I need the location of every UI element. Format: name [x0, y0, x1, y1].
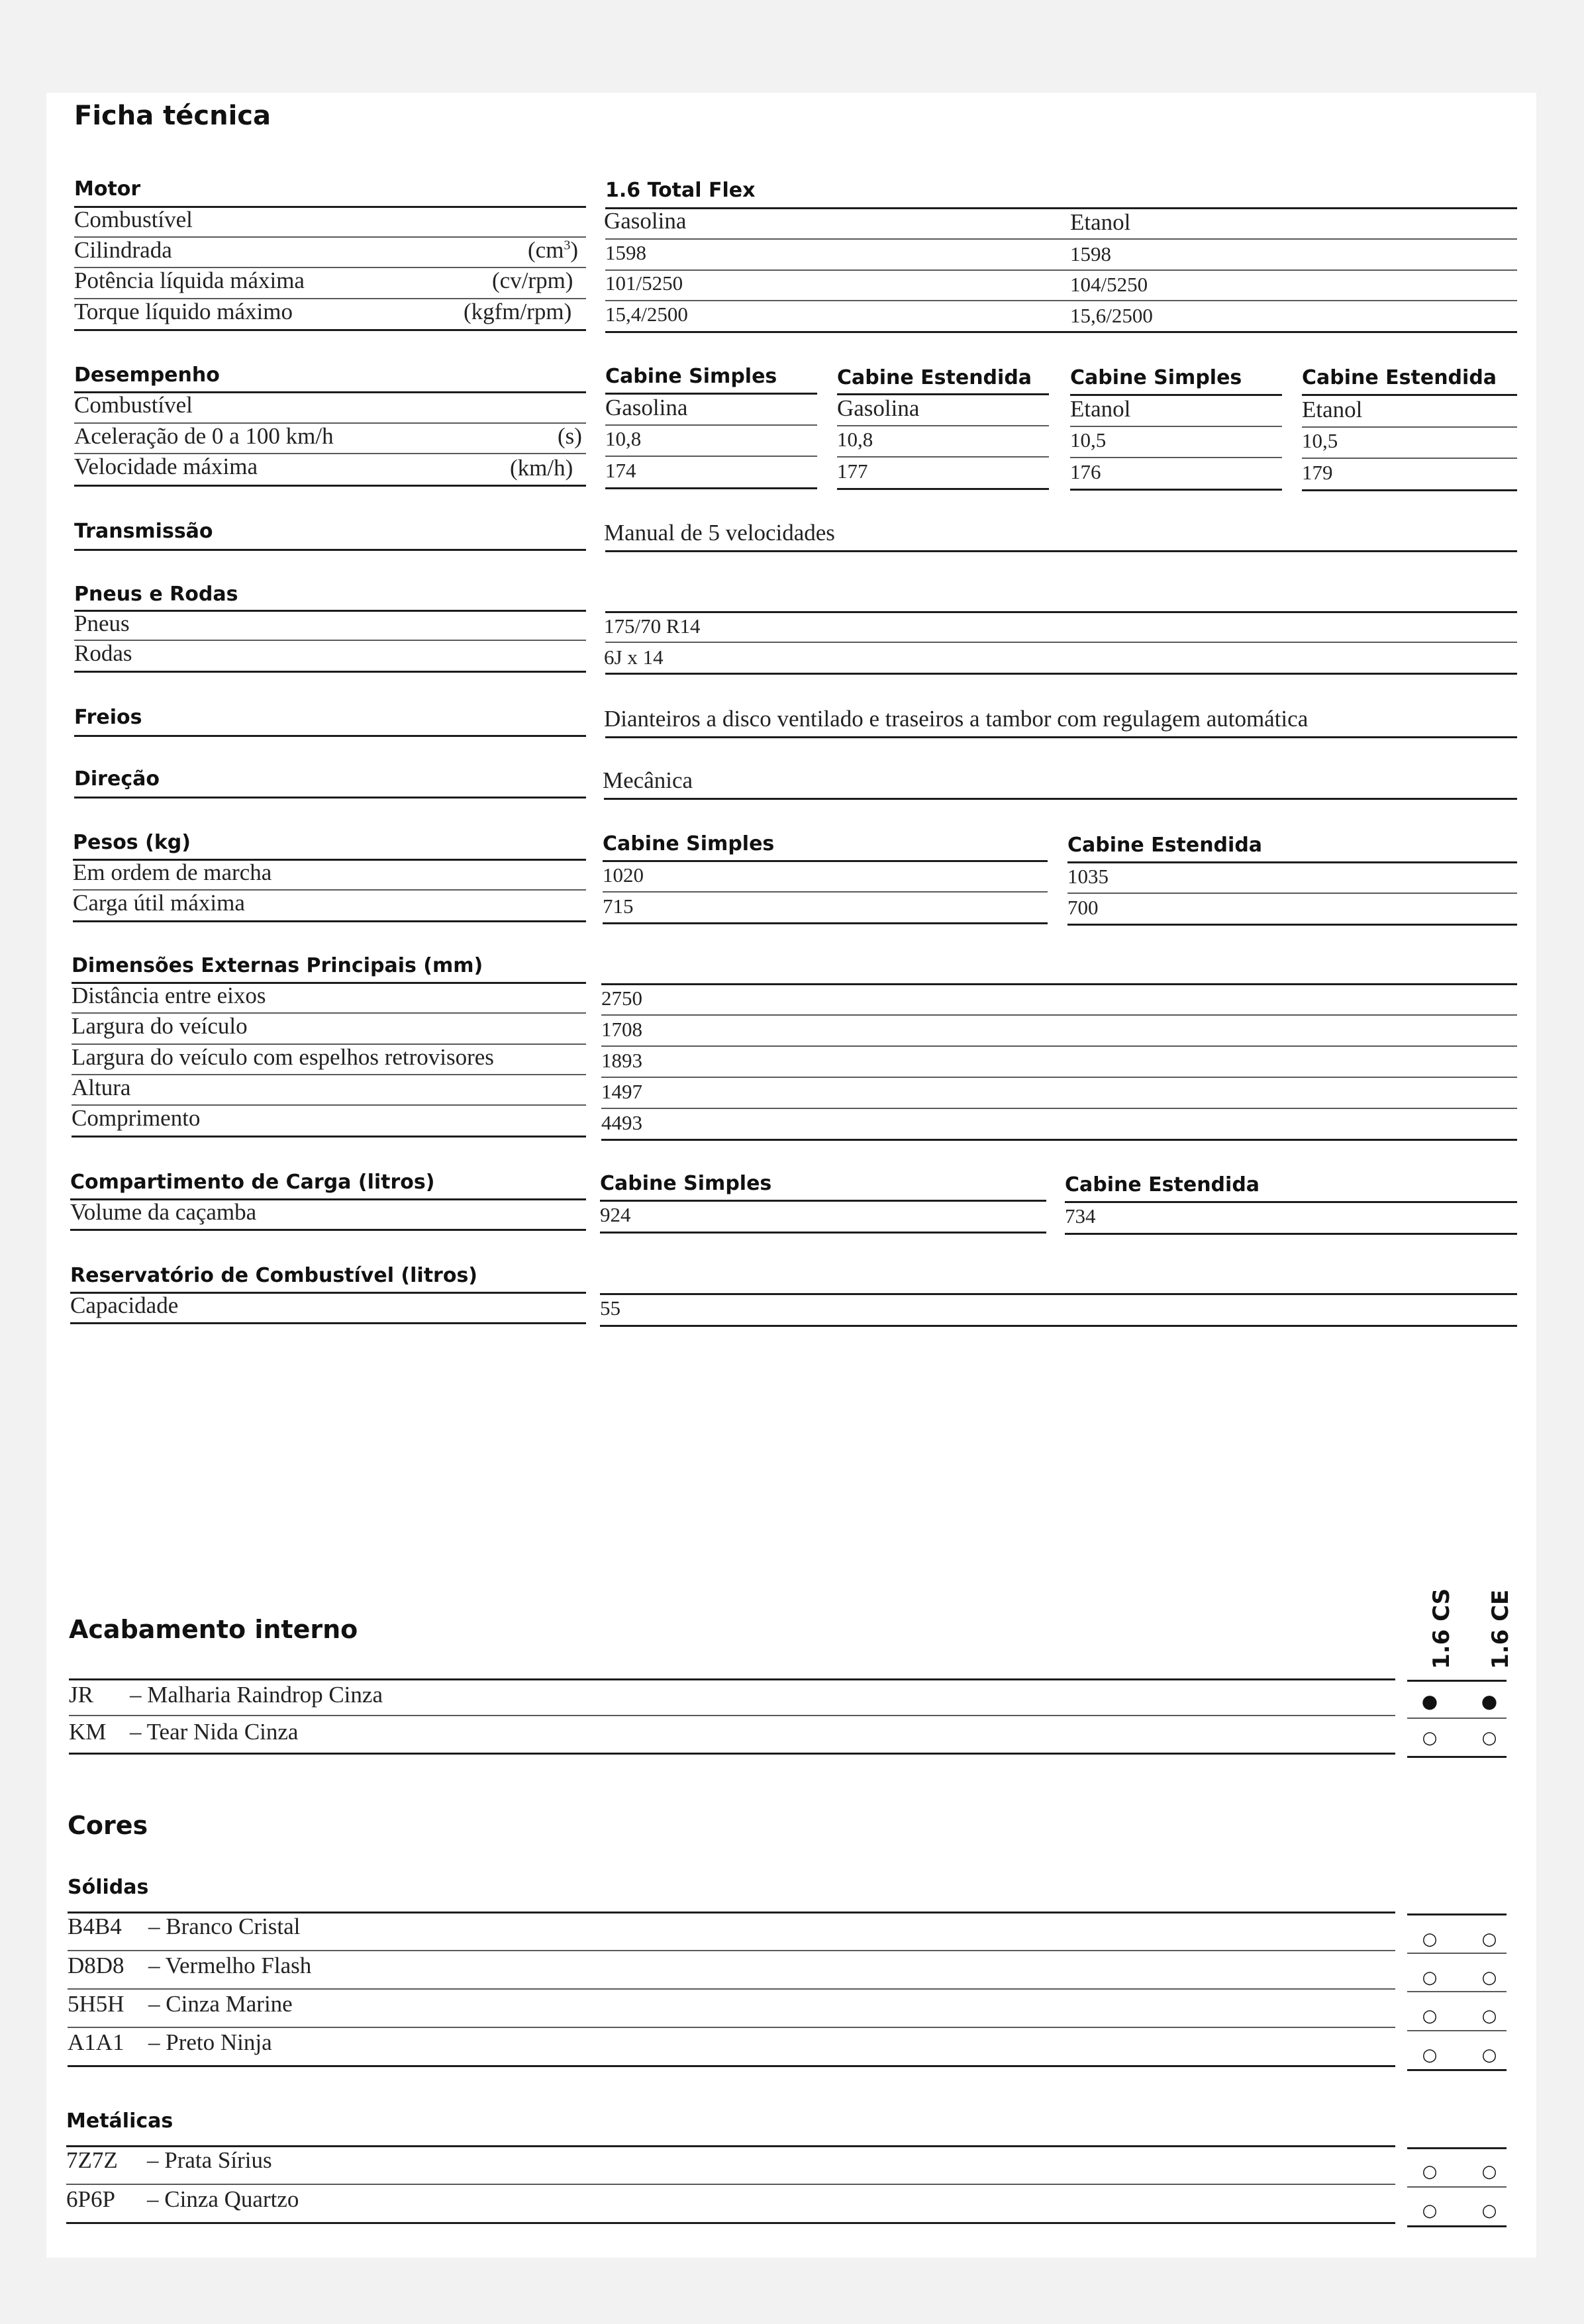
solidas-code-3: A1A1 — [68, 2029, 124, 2055]
metalicas-cs-1: ○ — [1422, 2201, 1438, 2221]
metalicas-ce-1: ○ — [1481, 2201, 1497, 2221]
acabamento-code-0: JR — [69, 1682, 93, 1708]
desempenho-label-aceleracao: Aceleração de 0 a 100 km/h — [74, 423, 334, 449]
motor-label-cilindrada: Cilindrada — [74, 237, 172, 263]
solidas-heading: Sólidas — [68, 1876, 149, 1899]
motor-eth-cilindrada: 1598 — [1070, 242, 1111, 266]
metalicas-cs-0: ○ — [1422, 2162, 1438, 2182]
compartimento-col-2: Cabine Estendida — [1065, 1173, 1260, 1196]
desempenho-col-1: Cabine Simples — [605, 365, 777, 388]
pneus-heading: Pneus e Rodas — [74, 583, 238, 606]
motor-unit-cilindrada: $(cm^3)$ — [528, 237, 579, 263]
pneus-value-pneus: 175/70 R14 — [604, 614, 701, 638]
dimensoes-label-1: Largura do veículo — [72, 1013, 248, 1039]
pesos-col-1: Cabine Simples — [603, 832, 775, 855]
pneus-label-pneus: Pneus — [74, 610, 130, 636]
version-col-cs: 1.6 CS — [1428, 1588, 1455, 1669]
reservatorio-value: 55 — [600, 1296, 620, 1320]
dimensoes-label-0: Distância entre eixos — [72, 983, 266, 1008]
metalicas-ce-0: ○ — [1481, 2162, 1497, 2182]
desempenho-v-1-3: 10,5 — [1302, 429, 1338, 452]
solidas-code-2: 5H5H — [68, 1991, 124, 2017]
transmissao-value: Manual de 5 velocidades — [604, 520, 835, 546]
motor-eth-torque: 15,6/2500 — [1070, 304, 1153, 327]
solidas-cs-0: ○ — [1422, 1929, 1438, 1949]
desempenho-v-1-1: 10,8 — [837, 428, 873, 451]
compartimento-label: Volume da caçamba — [70, 1199, 257, 1225]
desempenho-v-0-3: Etanol — [1302, 397, 1363, 422]
pneus-value-rodas: 6J x 14 — [604, 646, 664, 669]
desempenho-v-0-2: Etanol — [1070, 396, 1131, 422]
solidas-ce-0: ○ — [1481, 1929, 1497, 1949]
dimensoes-value-2: 1893 — [601, 1049, 642, 1072]
dimensoes-heading: Dimensões Externas Principais (mm) — [72, 954, 483, 977]
pesos-col-2: Cabine Estendida — [1067, 834, 1263, 857]
solidas-name-0: – Branco Cristal — [148, 1913, 301, 1939]
motor-eth-combustivel: Etanol — [1070, 209, 1131, 235]
desempenho-col-3: Cabine Simples — [1070, 366, 1242, 389]
motor-label-combustivel: Combustível — [74, 207, 193, 232]
acabamento-ce-0: ● — [1481, 1690, 1498, 1712]
metalicas-name-1: – Cinza Quartzo — [147, 2186, 299, 2212]
dimensoes-label-2: Largura do veículo com espelhos retrovisores — [72, 1044, 494, 1070]
page-title: Ficha técnica — [74, 101, 271, 131]
pesos-ce-marcha: 1035 — [1067, 865, 1109, 888]
transmissao-heading: Transmissão — [74, 520, 213, 543]
metalicas-name-0: – Prata Sírius — [147, 2147, 272, 2173]
dimensoes-value-3: 1497 — [601, 1080, 642, 1103]
motor-unit-torque: (kgfm/rpm) — [464, 299, 572, 324]
solidas-cs-3: ○ — [1422, 2045, 1438, 2065]
desempenho-col-2: Cabine Estendida — [837, 366, 1032, 389]
dimensoes-label-3: Altura — [72, 1075, 131, 1100]
dimensoes-label-4: Comprimento — [72, 1105, 201, 1131]
dimensoes-value-1: 1708 — [601, 1018, 642, 1041]
motor-heading: Motor — [74, 177, 141, 201]
desempenho-label-combustivel: Combustível — [74, 392, 193, 418]
motor-gas-combustivel: Gasolina — [604, 208, 687, 234]
motor-gas-cilindrada: 1598 — [605, 241, 646, 264]
solidas-cs-1: ○ — [1422, 1968, 1438, 1988]
reservatorio-heading: Reservatório de Combustível (litros) — [70, 1264, 478, 1287]
acabamento-name-0: – Malharia Raindrop Cinza — [130, 1682, 383, 1708]
desempenho-heading: Desempenho — [74, 363, 220, 387]
compartimento-col-1: Cabine Simples — [600, 1172, 772, 1195]
version-col-ce: 1.6 CE — [1487, 1589, 1514, 1669]
acabamento-code-1: KM — [69, 1719, 107, 1745]
desempenho-v-0-1: Gasolina — [837, 395, 920, 421]
cores-heading: Cores — [68, 1811, 148, 1840]
solidas-name-1: – Vermelho Flash — [148, 1953, 312, 1978]
acabamento-heading: Acabamento interno — [69, 1615, 358, 1644]
motor-gas-torque: 15,4/2500 — [605, 303, 688, 326]
solidas-cs-2: ○ — [1422, 2006, 1438, 2026]
motor-gas-potencia: 101/5250 — [605, 271, 683, 295]
pesos-ce-carga: 700 — [1067, 896, 1099, 919]
freios-value: Dianteiros a disco ventilado e traseiros a tambor com regulagem automática — [604, 706, 1309, 732]
direcao-value: Mecânica — [603, 767, 693, 793]
solidas-name-3: – Preto Ninja — [148, 2029, 272, 2055]
solidas-ce-2: ○ — [1481, 2006, 1497, 2026]
solidas-code-1: D8D8 — [68, 1953, 124, 1978]
motor-engine-heading: 1.6 Total Flex — [605, 179, 756, 202]
desempenho-col-4: Cabine Estendida — [1302, 366, 1497, 389]
acabamento-cs-0: ● — [1421, 1690, 1438, 1712]
desempenho-v-0-0: Gasolina — [605, 395, 688, 420]
desempenho-v-2-1: 177 — [837, 460, 868, 483]
desempenho-v-2-0: 174 — [605, 459, 636, 482]
solidas-name-2: – Cinza Marine — [148, 1991, 293, 2017]
motor-label-torque: Torque líquido máximo — [74, 299, 293, 324]
direcao-heading: Direção — [74, 767, 160, 791]
pesos-heading: Pesos (kg) — [73, 831, 191, 854]
desempenho-unit-velocidade: (km/h) — [510, 455, 573, 481]
compartimento-heading: Compartimento de Carga (litros) — [70, 1171, 435, 1194]
acabamento-ce-1: ○ — [1481, 1728, 1497, 1748]
pesos-cs-marcha: 1020 — [603, 863, 644, 887]
pesos-label-marcha: Em ordem de marcha — [73, 859, 272, 885]
metalicas-heading: Metálicas — [66, 2109, 173, 2133]
motor-unit-potencia: (cv/rpm) — [492, 267, 573, 293]
desempenho-v-2-3: 179 — [1302, 461, 1333, 484]
compartimento-ce: 734 — [1065, 1204, 1096, 1228]
acabamento-name-1: – Tear Nida Cinza — [130, 1719, 299, 1745]
freios-heading: Freios — [74, 706, 142, 729]
dimensoes-value-4: 4493 — [601, 1111, 642, 1134]
desempenho-label-velocidade: Velocidade máxima — [74, 454, 258, 479]
desempenho-v-1-2: 10,5 — [1070, 428, 1107, 452]
acabamento-cs-1: ○ — [1422, 1728, 1438, 1748]
solidas-code-0: B4B4 — [68, 1913, 122, 1939]
motor-eth-potencia: 104/5250 — [1070, 273, 1148, 296]
desempenho-v-2-2: 176 — [1070, 460, 1101, 483]
metalicas-code-0: 7Z7Z — [66, 2147, 118, 2173]
motor-label-potencia: Potência líquida máxima — [74, 267, 305, 293]
metalicas-code-1: 6P6P — [66, 2186, 115, 2212]
pneus-label-rodas: Rodas — [74, 640, 132, 666]
solidas-ce-3: ○ — [1481, 2045, 1497, 2065]
desempenho-unit-aceleracao: (s) — [558, 423, 582, 449]
compartimento-cs: 924 — [600, 1203, 631, 1226]
reservatorio-label: Capacidade — [70, 1292, 179, 1318]
dimensoes-value-0: 2750 — [601, 987, 642, 1010]
solidas-ce-1: ○ — [1481, 1968, 1497, 1988]
desempenho-v-1-0: 10,8 — [605, 427, 642, 450]
pesos-label-carga: Carga útil máxima — [73, 890, 245, 916]
pesos-cs-carga: 715 — [603, 895, 634, 918]
